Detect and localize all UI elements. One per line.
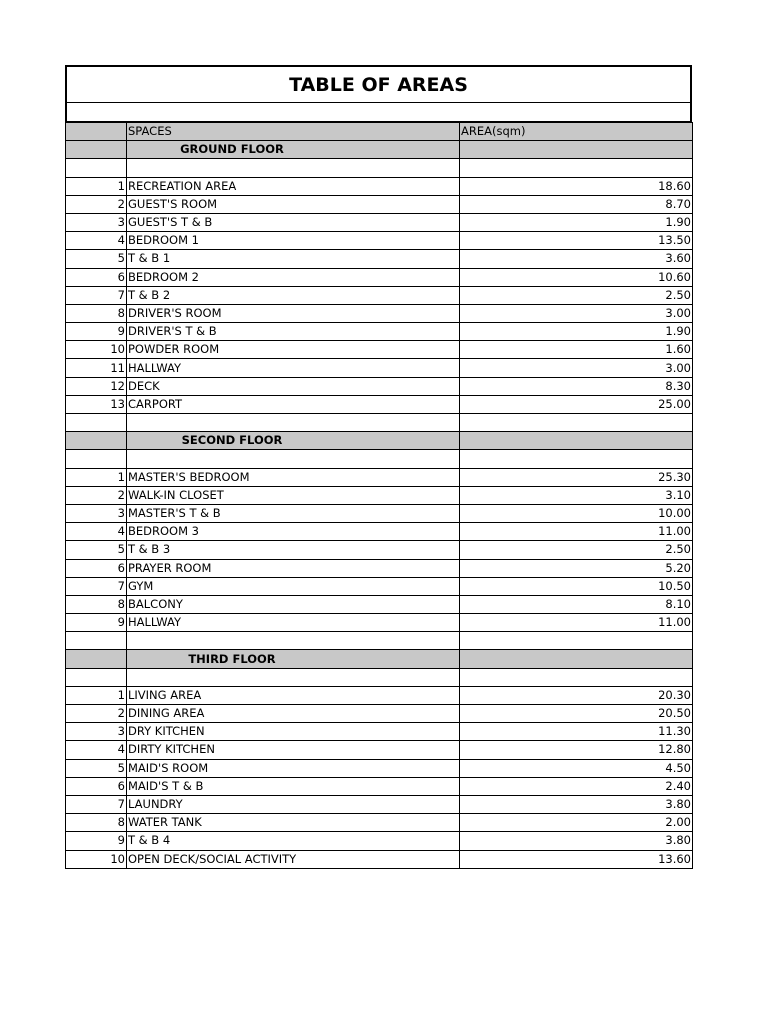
row-space-name: MASTER'S BEDROOM: [127, 468, 460, 486]
row-area-value: 2.50: [460, 286, 693, 304]
table-row: [66, 795, 693, 813]
table-title: TABLE OF AREAS: [65, 65, 692, 103]
table-row: [66, 577, 693, 595]
section-blank-row: [66, 668, 693, 686]
section-label-cell: [127, 432, 460, 450]
row-space-name: GUEST'S T & B: [127, 213, 460, 231]
row-area-value: 1.60: [460, 341, 693, 359]
row-number: 5: [66, 759, 127, 777]
row-area-value: 13.50: [460, 232, 693, 250]
header-spaces-cell: SPACES: [127, 123, 460, 141]
row-number: 8: [66, 304, 127, 322]
table-row: [66, 541, 693, 559]
blank-cell: [66, 668, 127, 686]
row-space-name: WATER TANK: [127, 814, 460, 832]
row-area-value: 3.00: [460, 359, 693, 377]
section-spacer-cell: [66, 432, 127, 450]
section-header-row: [66, 650, 693, 668]
row-number: 10: [66, 341, 127, 359]
section-label-cell: [127, 650, 460, 668]
table-row: [66, 832, 693, 850]
row-number: 11: [66, 359, 127, 377]
row-number: 13: [66, 395, 127, 413]
section-spacer-cell: [66, 650, 127, 668]
row-area-value: 10.00: [460, 504, 693, 522]
row-space-name: WALK-IN CLOSET: [127, 486, 460, 504]
row-space-name: T & B 2: [127, 286, 460, 304]
row-area-value: 10.50: [460, 577, 693, 595]
row-number: 6: [66, 268, 127, 286]
table-row: [66, 850, 693, 868]
row-area-value: 11.30: [460, 723, 693, 741]
row-space-name: GYM: [127, 577, 460, 595]
table-row: [66, 395, 693, 413]
row-space-name: DRY KITCHEN: [127, 723, 460, 741]
table-row: [66, 777, 693, 795]
table-row: [66, 250, 693, 268]
table-row: [66, 741, 693, 759]
row-space-name: MAID'S T & B: [127, 777, 460, 795]
row-number: 1: [66, 468, 127, 486]
row-number: 9: [66, 614, 127, 632]
section-spacer-cell: [66, 141, 127, 159]
areas-table: [65, 122, 693, 869]
section-area-cell: [460, 650, 693, 668]
header-area-cell: AREA(sqm): [460, 123, 693, 141]
row-space-name: MASTER'S T & B: [127, 504, 460, 522]
row-number: 7: [66, 577, 127, 595]
row-area-value: 18.60: [460, 177, 693, 195]
row-space-name: DECK: [127, 377, 460, 395]
section-blank-row: [66, 159, 693, 177]
row-space-name: CARPORT: [127, 395, 460, 413]
row-area-value: 20.30: [460, 686, 693, 704]
blank-cell: [460, 414, 693, 432]
blank-cell: [66, 414, 127, 432]
row-area-value: 1.90: [460, 323, 693, 341]
row-space-name: LIVING AREA: [127, 686, 460, 704]
row-number: 6: [66, 777, 127, 795]
row-space-name: PRAYER ROOM: [127, 559, 460, 577]
table-row: [66, 723, 693, 741]
section-label-cell: [127, 141, 460, 159]
row-space-name: BEDROOM 2: [127, 268, 460, 286]
row-number: 12: [66, 377, 127, 395]
row-space-name: BEDROOM 3: [127, 523, 460, 541]
row-number: 4: [66, 741, 127, 759]
row-number: 4: [66, 232, 127, 250]
row-number: 9: [66, 832, 127, 850]
row-number: 10: [66, 850, 127, 868]
row-space-name: POWDER ROOM: [127, 341, 460, 359]
row-space-name: HALLWAY: [127, 359, 460, 377]
row-area-value: 13.60: [460, 850, 693, 868]
blank-cell: [460, 159, 693, 177]
row-number: 8: [66, 595, 127, 613]
table-row: [66, 286, 693, 304]
row-space-name: LAUNDRY: [127, 795, 460, 813]
table-row: [66, 304, 693, 322]
table-row: [66, 486, 693, 504]
table-row: [66, 595, 693, 613]
row-area-value: 11.00: [460, 523, 693, 541]
row-number: 5: [66, 541, 127, 559]
row-area-value: 20.50: [460, 705, 693, 723]
row-number: 8: [66, 814, 127, 832]
row-area-value: 2.40: [460, 777, 693, 795]
table-row: [66, 559, 693, 577]
section-blank-row: [66, 450, 693, 468]
row-space-name: MAID'S ROOM: [127, 759, 460, 777]
table-row: [66, 177, 693, 195]
row-number: 9: [66, 323, 127, 341]
row-space-name: T & B 4: [127, 832, 460, 850]
row-space-name: DRIVER'S T & B: [127, 323, 460, 341]
row-area-value: 8.70: [460, 195, 693, 213]
blank-cell: [66, 450, 127, 468]
row-space-name: HALLWAY: [127, 614, 460, 632]
row-area-value: 3.10: [460, 486, 693, 504]
areas-sheet: [65, 65, 692, 869]
row-area-value: 10.60: [460, 268, 693, 286]
row-space-name: BEDROOM 1: [127, 232, 460, 250]
row-area-value: 4.50: [460, 759, 693, 777]
blank-cell: [127, 159, 460, 177]
section-header-row: [66, 432, 693, 450]
table-row: [66, 686, 693, 704]
table-row: [66, 468, 693, 486]
table-row: [66, 705, 693, 723]
row-space-name: T & B 1: [127, 250, 460, 268]
blank-cell: [127, 414, 460, 432]
row-number: 3: [66, 213, 127, 231]
row-area-value: 2.00: [460, 814, 693, 832]
column-header-row: [66, 123, 693, 141]
row-number: 6: [66, 559, 127, 577]
blank-cell: [66, 159, 127, 177]
row-space-name: GUEST'S ROOM: [127, 195, 460, 213]
section-area-cell: [460, 141, 693, 159]
row-area-value: 8.30: [460, 377, 693, 395]
row-area-value: 3.80: [460, 832, 693, 850]
blank-cell: [127, 632, 460, 650]
table-row: [66, 323, 693, 341]
row-space-name: OPEN DECK/SOCIAL ACTIVITY: [127, 850, 460, 868]
row-area-value: 12.80: [460, 741, 693, 759]
row-number: 2: [66, 195, 127, 213]
row-space-name: T & B 3: [127, 541, 460, 559]
blank-cell: [127, 668, 460, 686]
row-space-name: DRIVER'S ROOM: [127, 304, 460, 322]
row-space-name: DINING AREA: [127, 705, 460, 723]
row-area-value: 1.90: [460, 213, 693, 231]
row-space-name: DIRTY KITCHEN: [127, 741, 460, 759]
row-area-value: 3.60: [460, 250, 693, 268]
row-number: 2: [66, 486, 127, 504]
section-gap-row: [66, 632, 693, 650]
table-row: [66, 759, 693, 777]
blank-cell: [127, 450, 460, 468]
table-row: [66, 377, 693, 395]
section-title: GROUND FLOOR: [180, 142, 284, 157]
row-space-name: BALCONY: [127, 595, 460, 613]
row-area-value: 2.50: [460, 541, 693, 559]
row-number: 4: [66, 523, 127, 541]
row-number: 7: [66, 286, 127, 304]
section-gap-row: [66, 414, 693, 432]
table-row: [66, 614, 693, 632]
table-row: [66, 232, 693, 250]
title-spacer-row: [65, 103, 692, 122]
blank-cell: [460, 632, 693, 650]
row-number: 1: [66, 686, 127, 704]
row-area-value: 3.80: [460, 795, 693, 813]
table-row: [66, 814, 693, 832]
table-row: [66, 195, 693, 213]
row-area-value: 5.20: [460, 559, 693, 577]
table-row: [66, 341, 693, 359]
row-number: 1: [66, 177, 127, 195]
table-row: [66, 268, 693, 286]
row-number: 5: [66, 250, 127, 268]
row-area-value: 25.30: [460, 468, 693, 486]
row-number: 3: [66, 723, 127, 741]
row-area-value: 11.00: [460, 614, 693, 632]
section-area-cell: [460, 432, 693, 450]
row-number: 7: [66, 795, 127, 813]
table-row: [66, 359, 693, 377]
row-area-value: 8.10: [460, 595, 693, 613]
header-number-cell: [66, 123, 127, 141]
blank-cell: [66, 632, 127, 650]
blank-cell: [460, 450, 693, 468]
row-area-value: 25.00: [460, 395, 693, 413]
section-title: SECOND FLOOR: [181, 433, 283, 448]
row-number: 2: [66, 705, 127, 723]
table-row: [66, 523, 693, 541]
table-row: [66, 504, 693, 522]
blank-cell: [460, 668, 693, 686]
section-title: THIRD FLOOR: [188, 651, 276, 666]
row-area-value: 3.00: [460, 304, 693, 322]
row-number: 3: [66, 504, 127, 522]
row-space-name: RECREATION AREA: [127, 177, 460, 195]
table-row: [66, 213, 693, 231]
areas-table-body: [66, 123, 693, 869]
section-header-row: [66, 141, 693, 159]
